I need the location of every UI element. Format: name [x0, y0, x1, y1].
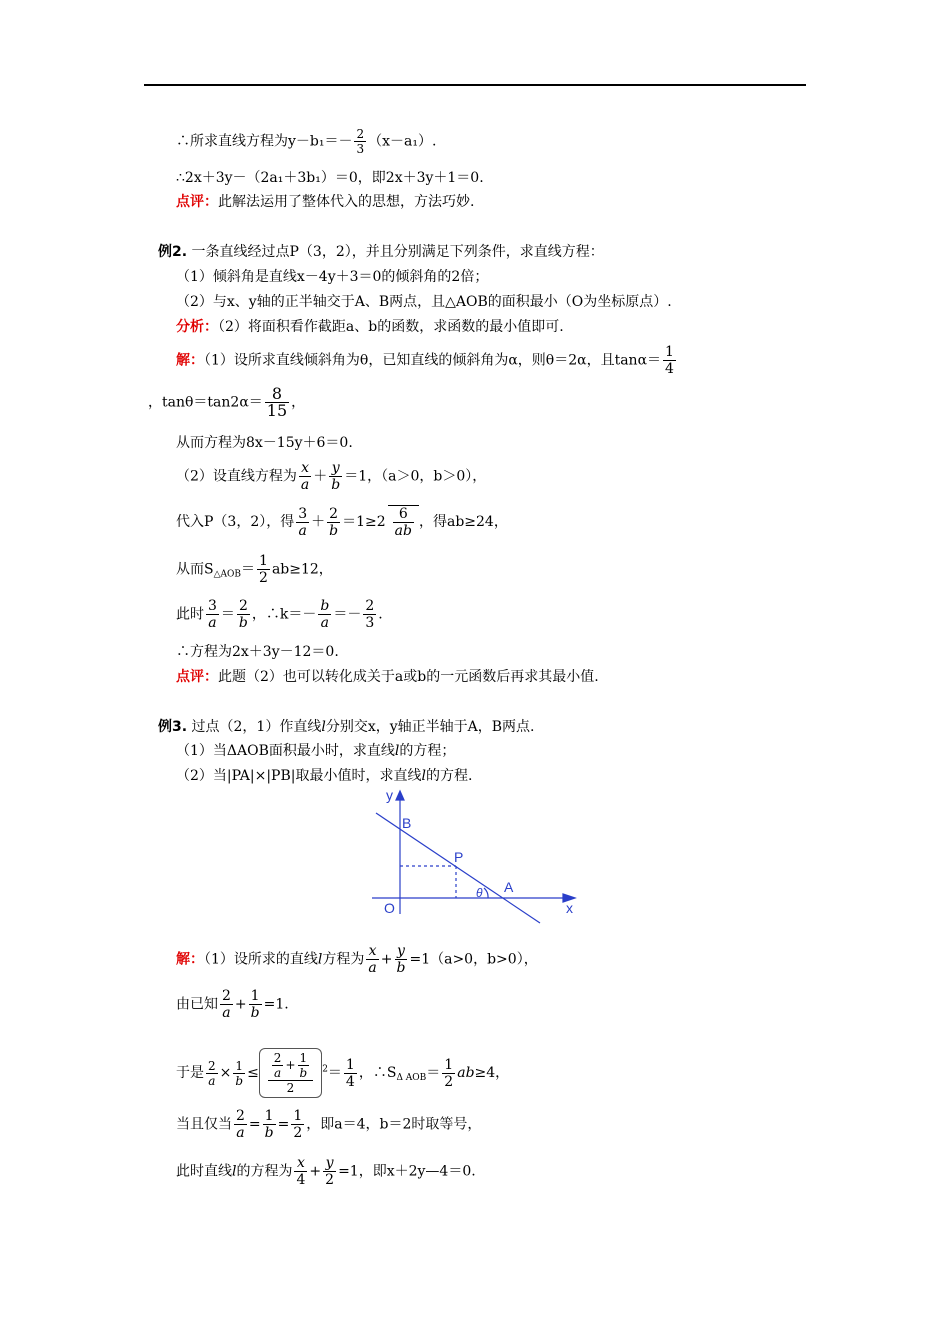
comment-1: 点评：此解法运用了整体代入的思想，方法巧妙. — [176, 194, 475, 210]
solution-2e: ∴方程为2x＋3y－12＝0. — [176, 644, 339, 660]
solution-1c: 从而方程为8x－15y＋6＝0. — [176, 435, 353, 451]
example-3-title: 例3. 过点（2，1）作直线l分别交x，y轴正半轴于A，B两点. — [158, 719, 535, 735]
label-B: B — [402, 815, 412, 831]
example-2-cond-1: （1）倾斜角是直线x－4y＋3＝0的倾斜角的2倍； — [176, 269, 489, 285]
label-O: O — [384, 900, 395, 916]
ex3-solution-1: 解：（1）设所求的直线l方程为 $\frac{x}{a}$ + $\frac{y}{b}$ =1（a>0，b>0）， — [176, 943, 538, 976]
header-rule — [144, 84, 806, 86]
ex3-solution-5: 此时直线l的方程为 $\frac{x}{4}$ + $\frac{y}{2}$ =1，即x＋2y—4＝0. — [176, 1155, 476, 1188]
example-2-cond-2: （2）与x、y轴的正半轴交于A、B两点，且△AOB的面积最小（O为坐标原点）. — [176, 294, 672, 310]
solution-2b: 代入P（3，2），得 $\frac{3}{a}$ ＋ $\frac{2}{b}$ ＝1≥2 $\frac{6}{ab}$ ，得ab≥24， — [176, 505, 508, 539]
ex3-solution-4: 当且仅当 $\frac{2}{a}$ = $\frac{1}{b}$ = $\frac{1}{2}$ ，即a＝4，b＝2时取等号， — [176, 1108, 482, 1141]
y-arrow — [396, 791, 404, 800]
example-3-q1: （1）当ΔAOB面积最小时，求直线l的方程； — [176, 743, 456, 759]
solution-2a: （2）设直线方程为 $\frac{x}{a}$ ＋ $\frac{y}{b}$ ＝1，（a＞0，b＞0）， — [176, 460, 487, 493]
analysis: 分析：（2）将面积看作截距a、b的函数，求函数的最小值即可. — [176, 319, 564, 335]
line-l — [376, 813, 540, 923]
example-3-q2: （2）当|PA|×|PB|取最小值时，求直线l的方程. — [176, 768, 473, 784]
angle-arc — [484, 888, 488, 898]
label-x: x — [566, 900, 573, 916]
ex3-solution-3: 于是 $\frac{2}{a}$ × $\frac{1}{b}$ ≤ $\frac{2}{a}$ + $\frac{1}{b}$ 2 $^2$＝ $\frac{1}{4}$ ，$\therefore S_{\Delta AOB}=$ $\frac{1}{2}$ ab≥4， — [176, 1048, 509, 1098]
line-1: ∴所求直线方程为y－b₁＝－ $\frac{2}{3}$ （x－a₁）. — [176, 127, 437, 156]
label-theta: θ — [476, 886, 483, 900]
solution-1: 解：（1）设所求直线倾斜角为θ，已知直线的倾斜角为α，则θ＝2α，且tanα＝ $\frac{1}{4}$ — [176, 344, 674, 377]
comment-2: 点评：此题（2）也可以转化成关于a或b的一元函数后再求其最小值. — [176, 669, 599, 685]
example-2-title: 例2. 一条直线经过点P（3，2），并且分别满足下列条件，求直线方程： — [158, 244, 604, 260]
label-A: A — [504, 879, 514, 895]
coordinate-figure — [370, 786, 580, 926]
ex3-solution-2: 由已知 $\frac{2}{a}$ + $\frac{1}{b}$ =1. — [176, 988, 289, 1021]
solution-2c: 从而$S_{\triangle AOB}=$ $\frac{1}{2}$ ab≥12， — [176, 553, 333, 586]
solution-2d: 此时 $\frac{3}{a}$ ＝ $\frac{2}{b}$ ，∴k＝－ $\frac{b}{a}$ ＝－ $\frac{2}{3}$ . — [176, 598, 383, 631]
label-P: P — [454, 849, 464, 865]
label-y: y — [386, 787, 393, 803]
line-2: ∴2x＋3y－（2a₁＋3b₁）＝0，即2x＋3y＋1＝0. — [176, 170, 484, 186]
solution-1b: ，tanθ＝tan2α＝ $\frac{8}{15}$ ， — [148, 384, 306, 420]
